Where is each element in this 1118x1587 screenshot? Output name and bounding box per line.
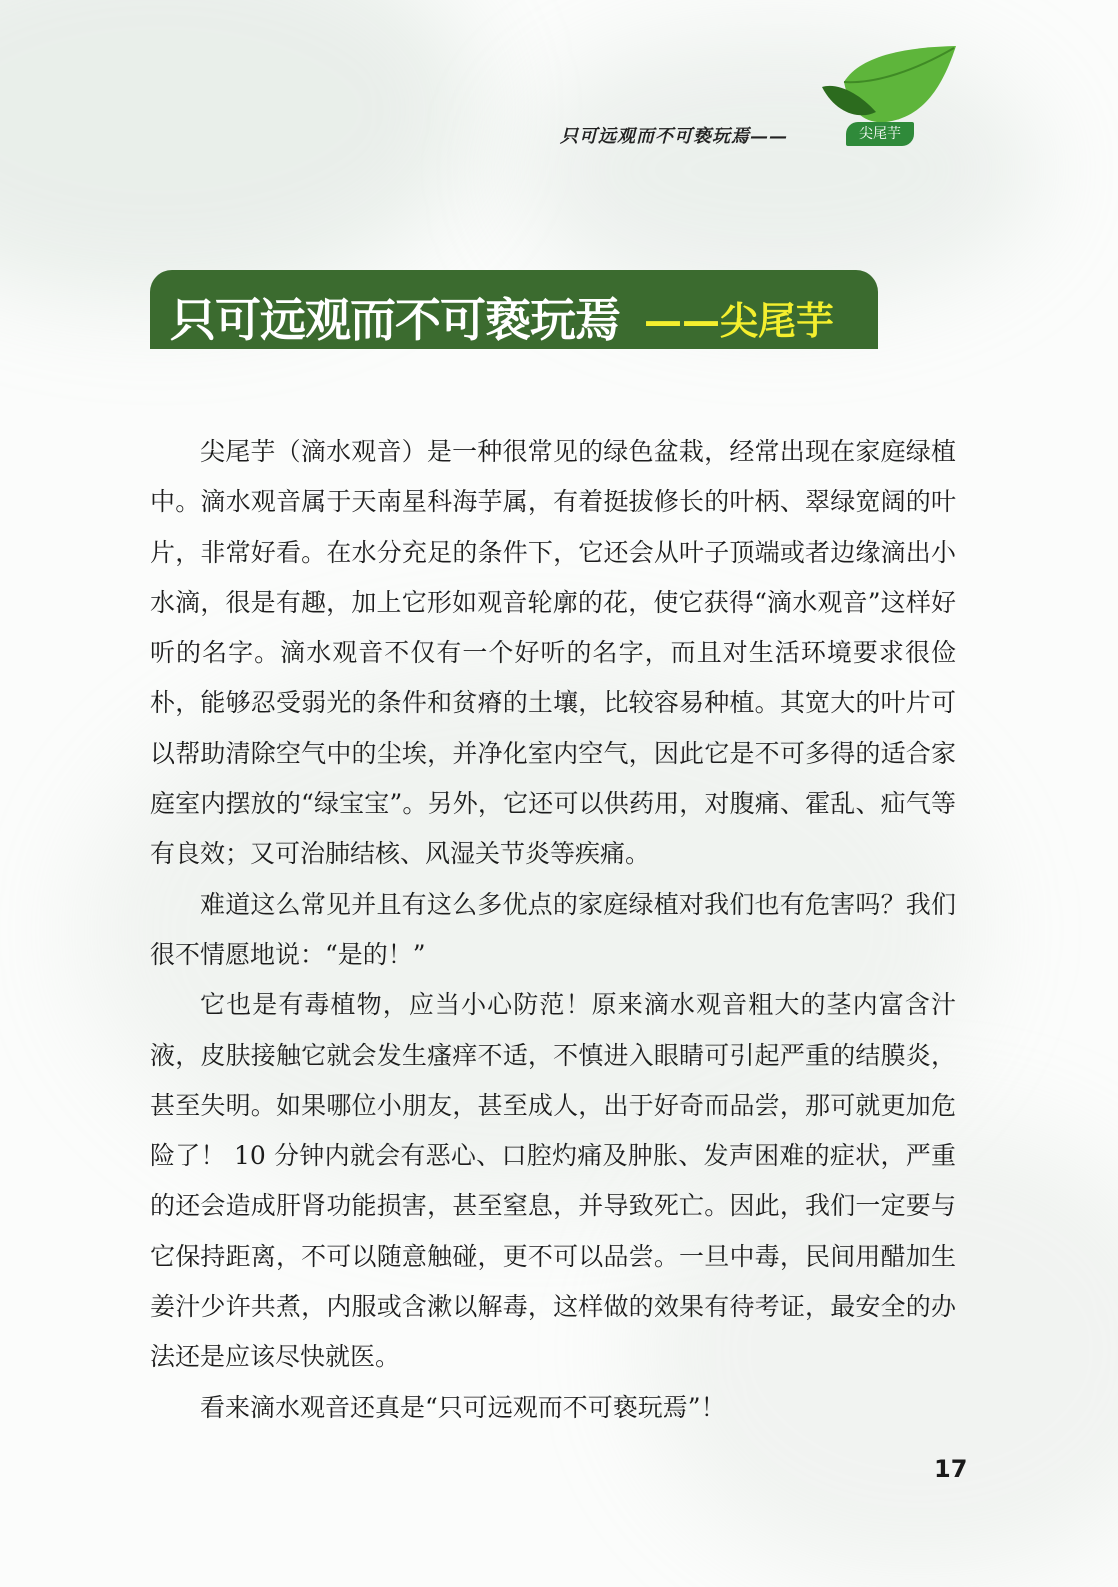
- chapter-title: 只可远观而不可亵玩焉: [170, 293, 620, 347]
- chapter-title-bar: [150, 270, 878, 349]
- paragraph-3: 它也是有毒植物，应当小心防范！原来滴水观音粗大的茎内富含汁液，皮肤接触它就会发生瘙痒不适，不慎进入眼睛可引起严重的结膜炎，甚至失明。如果哪位小朋友，甚至成人，出于好奇而品尝，那可就更加危险了！ 10 分钟内就会有恶心、口腔灼痛及肿胀、发声困难的症状，严重的还会造成肝肾功能损害，甚至窒息，并导致死亡。因此，我们一定要与它保持距离，不可以随意触碰，更不可以品尝。一旦中毒，民间用醋加生姜汁少许共煮，内服或含漱以解毒，这样做的效果有待考证，最安全的办法还是应该尽快就医。: [150, 990, 956, 1372]
- chapter-subtitle: ——尖尾芋: [644, 299, 835, 343]
- paragraph-4: 看来滴水观音还真是“只可远观而不可亵玩焉”！: [200, 1392, 726, 1422]
- paragraph-1: 尖尾芋（滴水观音）是一种很常见的绿色盆栽，经常出现在家庭绿植中。滴水观音属于天南星科海芋属，有着挺拔修长的叶柄、翠绿宽阔的叶片，非常好看。在水分充足的条件下，它还会从叶子顶端或者边缘滴出小水滴，很是有趣，加上它形如观音轮廓的花，使它获得“滴水观音”这样好听的名字。滴水观音不仅有一个好听的名字，而且对生活环境要求很俭朴，能够忍受弱光的条件和贫瘠的土壤，比较容易种植。其宽大的叶片可以帮助清除空气中的尘埃，并净化室内空气，因此它是不可多得的适合家庭室内摆放的“绿宝宝”。另外，它还可以供药用，对腹痛、霍乱、疝气等有良效；又可治肺结核、风湿关节炎等疾痛。: [150, 437, 956, 869]
- running-title-badge: 尖尾芋: [846, 122, 914, 146]
- running-title: 只可远观而不可亵玩焉——: [560, 126, 788, 147]
- page-number: 17: [934, 1455, 968, 1483]
- paragraph-2: 难道这么常见并且有这么多优点的家庭绿植对我们也有危害吗？我们很不情愿地说：“是的！”: [150, 889, 956, 969]
- body-text: [150, 427, 956, 1433]
- running-header: [560, 122, 940, 152]
